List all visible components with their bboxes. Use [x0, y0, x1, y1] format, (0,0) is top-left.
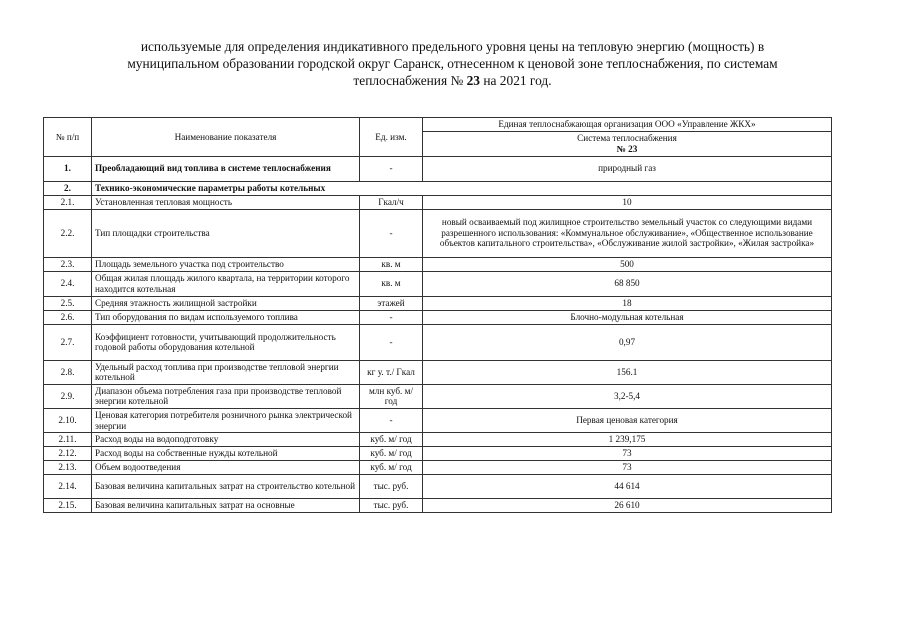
heading-line-3	[60, 72, 845, 89]
table-row	[44, 209, 832, 257]
cell-num: 2.14.	[44, 475, 92, 499]
table-row	[44, 195, 832, 209]
cell-unit: -	[360, 156, 423, 181]
table-row	[44, 461, 832, 475]
heading-system-number: 23	[466, 73, 480, 88]
cell-value: новый осваиваемый под жилищное строительство земельный участок со следующими видами разрешенного использования: «Коммунальное обслуживание», «Общественное использование объектов капитального строительства», «Обслуживание жилой застройки», «Жилая застройка»	[423, 209, 832, 257]
table-row	[44, 324, 832, 360]
header-num: № п/п	[44, 118, 92, 157]
table-row	[44, 384, 832, 408]
table-row	[44, 499, 832, 513]
cell-value: 26 610	[423, 499, 832, 513]
cell-num: 2.8.	[44, 360, 92, 384]
cell-name: Тип площадки строительства	[92, 209, 360, 257]
cell-name: Базовая величина капитальных затрат на строительство котельной	[92, 475, 360, 499]
cell-num: 1.	[44, 156, 92, 181]
header-org: Единая теплоснабжающая организация ООО «Управление ЖКХ»	[423, 118, 832, 132]
cell-unit: тыс. руб.	[360, 499, 423, 513]
cell-value: 73	[423, 461, 832, 475]
cell-name: Установленная тепловая мощность	[92, 195, 360, 209]
cell-name: Средняя этажность жилищной застройки	[92, 296, 360, 310]
header-unit: Ед. изм.	[360, 118, 423, 157]
cell-value: Первая ценовая категория	[423, 408, 832, 432]
cell-unit: млн куб. м/год	[360, 384, 423, 408]
cell-value: 1 239,175	[423, 433, 832, 447]
cell-unit: кв. м	[360, 271, 423, 296]
table-row	[44, 271, 832, 296]
table-row	[44, 433, 832, 447]
cell-name: Ценовая категория потребителя розничного рынка электрической энергии	[92, 408, 360, 432]
table-row	[44, 156, 832, 181]
cell-value: природный газ	[423, 156, 832, 181]
cell-name: Объем водоотведения	[92, 461, 360, 475]
cell-num: 2.15.	[44, 499, 92, 513]
cell-value: Блочно-модульная котельная	[423, 310, 832, 324]
cell-unit: -	[360, 310, 423, 324]
cell-unit: куб. м/ год	[360, 447, 423, 461]
cell-name: Площадь земельного участка под строительство	[92, 257, 360, 271]
cell-name: Расход воды на собственные нужды котельной	[92, 447, 360, 461]
header-row-top	[44, 118, 832, 132]
cell-unit: кв. м	[360, 257, 423, 271]
heading-line-2: муниципальном образовании городской округ Саранск, отнесенном к ценовой зоне теплоснабжения, по системам	[127, 56, 778, 71]
cell-name: Базовая величина капитальных затрат на основные	[92, 499, 360, 513]
cell-value: 10	[423, 195, 832, 209]
cell-name: Удельный расход топлива при производстве тепловой энергии котельной	[92, 360, 360, 384]
cell-num: 2.3.	[44, 257, 92, 271]
parameters-table	[43, 117, 832, 513]
cell-num: 2.12.	[44, 447, 92, 461]
cell-value: 156.1	[423, 360, 832, 384]
table-row	[44, 360, 832, 384]
cell-num: 2.2.	[44, 209, 92, 257]
cell-num: 2.1.	[44, 195, 92, 209]
table-row-section	[44, 181, 832, 195]
table-row	[44, 475, 832, 499]
cell-num: 2.	[44, 181, 92, 195]
cell-value: 18	[423, 296, 832, 310]
cell-unit: куб. м/ год	[360, 433, 423, 447]
cell-section-title: Технико-экономические параметры работы котельных	[92, 181, 832, 195]
cell-value: 68 850	[423, 271, 832, 296]
document-heading	[60, 38, 845, 89]
cell-num: 2.10.	[44, 408, 92, 432]
cell-value: 73	[423, 447, 832, 461]
cell-name: Диапазон объема потребления газа при производстве тепловой энергии котельной	[92, 384, 360, 408]
cell-num: 2.9.	[44, 384, 92, 408]
cell-unit: кг у. т./ Гкал	[360, 360, 423, 384]
header-system-number: № 23	[616, 143, 638, 154]
cell-num: 2.13.	[44, 461, 92, 475]
cell-name: Преобладающий вид топлива в системе теплоснабжения	[92, 156, 360, 181]
cell-unit: Гкал/ч	[360, 195, 423, 209]
header-system-label: Система теплоснабжения	[577, 133, 677, 143]
table-row	[44, 296, 832, 310]
table-body	[44, 118, 832, 513]
cell-value: 3,2-5,4	[423, 384, 832, 408]
cell-unit: тыс. руб.	[360, 475, 423, 499]
table-row	[44, 408, 832, 432]
table-row	[44, 257, 832, 271]
table-row	[44, 447, 832, 461]
table-row	[44, 310, 832, 324]
cell-num: 2.4.	[44, 271, 92, 296]
cell-name: Расход воды на водоподготовку	[92, 433, 360, 447]
cell-num: 2.7.	[44, 324, 92, 360]
heading-line-3-pre: теплоснабжения №	[353, 73, 467, 88]
cell-unit: -	[360, 209, 423, 257]
cell-value: 44 614	[423, 475, 832, 499]
heading-line-1: используемые для определения индикативного предельного уровня цены на тепловую энергию (мощность) в	[140, 39, 765, 54]
cell-num: 2.5.	[44, 296, 92, 310]
cell-name: Тип оборудования по видам используемого топлива	[92, 310, 360, 324]
cell-num: 2.11.	[44, 433, 92, 447]
cell-name: Общая жилая площадь жилого квартала, на территории которого находится котельная	[92, 271, 360, 296]
heading-line-3-post: на 2021 год.	[480, 73, 552, 88]
cell-value: 0,97	[423, 324, 832, 360]
cell-unit: этажей	[360, 296, 423, 310]
cell-num: 2.6.	[44, 310, 92, 324]
header-system	[423, 131, 832, 156]
header-name: Наименование показателя	[92, 118, 360, 157]
cell-value: 500	[423, 257, 832, 271]
cell-unit: куб. м/ год	[360, 461, 423, 475]
cell-unit: -	[360, 408, 423, 432]
cell-unit: -	[360, 324, 423, 360]
cell-name: Коэффициент готовности, учитывающий продолжительность годовой работы оборудования котельной	[92, 324, 360, 360]
